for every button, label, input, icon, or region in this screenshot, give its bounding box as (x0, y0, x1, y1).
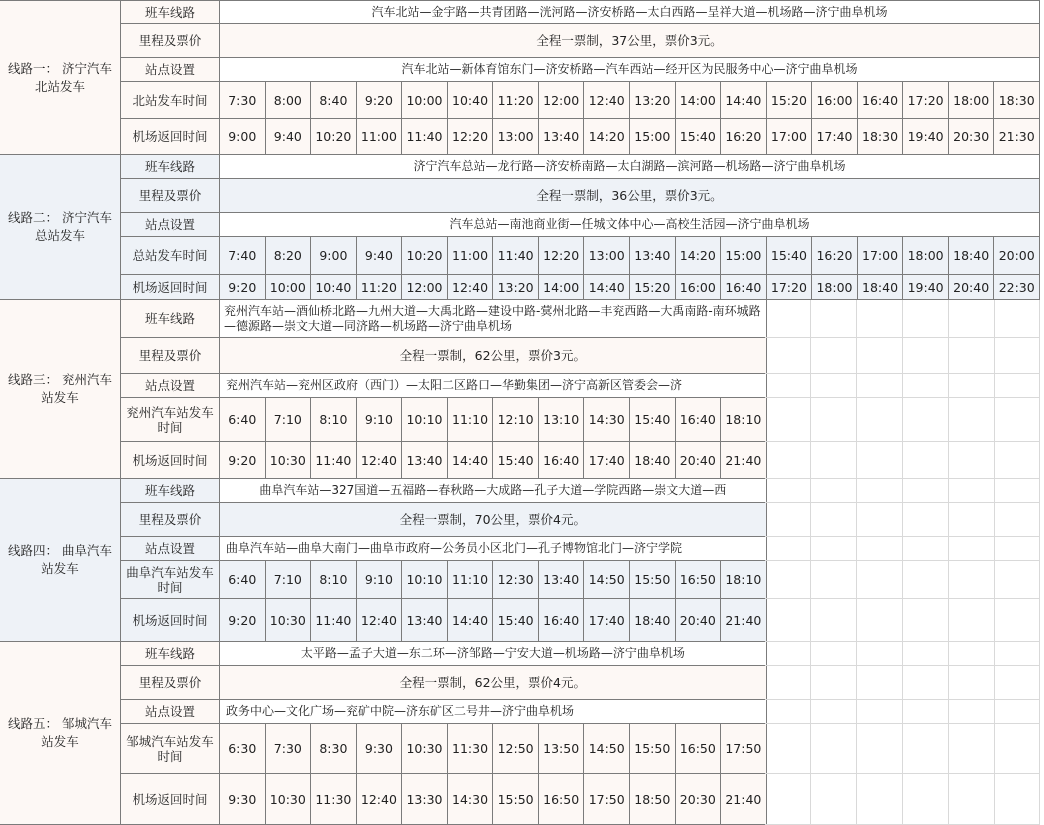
return-time: 14:40 (448, 599, 494, 642)
row-label: 班车线路 (121, 479, 220, 503)
empty-grid-cell (995, 503, 1040, 537)
empty-grid-cell (903, 300, 949, 338)
departure-time: 13:10 (539, 398, 585, 442)
route-name: 线路一： 济宁汽车北站发车 (0, 0, 121, 155)
empty-grid-cell (765, 561, 811, 599)
empty-grid-cell (903, 374, 949, 398)
empty-grid-cell (995, 479, 1040, 503)
empty-grid-cell (811, 300, 857, 338)
departure-time: 14:40 (721, 82, 767, 119)
empty-grid-cell (949, 503, 995, 537)
empty-grid-cell (995, 300, 1040, 338)
departure-time: 8:40 (311, 82, 357, 119)
departure-time: 6:30 (220, 724, 266, 774)
stop-list: 汽车北站—新体育馆东门—济安桥路—汽车西站—经开区为民服务中心—济宁曲阜机场 (220, 58, 1040, 82)
return-time: 17:40 (584, 599, 630, 642)
empty-grid-cell (765, 724, 811, 774)
departure-time: 10:40 (448, 82, 494, 119)
return-time: 12:40 (357, 774, 403, 825)
return-time: 10:30 (266, 599, 312, 642)
departure-time: 16:50 (676, 561, 722, 599)
return-time: 19:40 (903, 275, 949, 300)
return-time: 17:40 (584, 442, 630, 479)
return-time: 12:40 (357, 442, 403, 479)
route-path: 曲阜汽车站—327国道—五福路—春秋路—大成路—孔子大道—学院西路—崇文大道—西 (220, 479, 767, 503)
departure-time: 11:10 (448, 398, 494, 442)
empty-grid-cell (995, 700, 1040, 724)
empty-grid-cell (949, 642, 995, 666)
empty-grid-cell (811, 724, 857, 774)
empty-grid-cell (949, 442, 995, 479)
empty-grid-cell (857, 374, 903, 398)
empty-grid-cell (857, 479, 903, 503)
departure-time: 16:40 (858, 82, 904, 119)
departure-time: 14:30 (584, 398, 630, 442)
row-label: 邹城汽车站发车时间 (121, 724, 220, 774)
departure-time: 14:20 (676, 237, 722, 275)
empty-grid-cell (811, 338, 857, 374)
empty-grid-cell (857, 300, 903, 338)
departure-time: 8:00 (266, 82, 312, 119)
empty-grid-cell (857, 666, 903, 700)
return-time: 10:00 (266, 275, 312, 300)
return-time: 20:40 (949, 275, 995, 300)
departure-time: 15:50 (630, 561, 676, 599)
return-time: 10:20 (311, 119, 357, 155)
row-label: 站点设置 (121, 700, 220, 724)
row-label: 里程及票价 (121, 503, 220, 537)
empty-grid-cell (765, 666, 811, 700)
return-time: 15:20 (630, 275, 676, 300)
departure-time: 8:30 (311, 724, 357, 774)
empty-grid-cell (949, 537, 995, 561)
empty-grid-cell (995, 442, 1040, 479)
return-time: 14:30 (448, 774, 494, 825)
empty-grid-cell (765, 503, 811, 537)
departure-time: 16:50 (676, 724, 722, 774)
empty-grid-cell (995, 666, 1040, 700)
route-path: 兖州汽车站—酒仙桥北路—九州大道—大禹北路—建设中路-蓂州北路—丰兖西路—大禹南路-南环城路—德源路—崇文大道—同济路—机场路—济宁曲阜机场 (220, 300, 767, 338)
empty-grid-cell (811, 642, 857, 666)
row-label: 里程及票价 (121, 666, 220, 700)
stop-list: 曲阜汽车站—曲阜大南门—曲阜市政府—公务员小区北门—孔子博物馆北门—济宁学院 (220, 537, 767, 561)
empty-grid-cell (811, 666, 857, 700)
return-time: 15:40 (493, 599, 539, 642)
return-time: 12:40 (448, 275, 494, 300)
row-label: 兖州汽车站发车时间 (121, 398, 220, 442)
departure-time: 10:10 (402, 398, 448, 442)
return-time: 14:40 (448, 442, 494, 479)
empty-grid-cell (903, 479, 949, 503)
empty-grid-cell (995, 724, 1040, 774)
departure-time: 13:20 (630, 82, 676, 119)
return-time: 17:50 (584, 774, 630, 825)
return-time: 11:40 (311, 599, 357, 642)
return-time: 20:30 (676, 774, 722, 825)
empty-grid-cell (765, 642, 811, 666)
departure-time: 16:00 (812, 82, 858, 119)
departure-time: 18:00 (903, 237, 949, 275)
empty-grid-cell (903, 642, 949, 666)
departure-time: 9:30 (357, 724, 403, 774)
departure-time: 9:40 (357, 237, 403, 275)
row-label: 班车线路 (121, 300, 220, 338)
return-time: 13:40 (402, 442, 448, 479)
empty-grid-cell (903, 599, 949, 642)
sheet-bottom-strip (0, 805, 1040, 825)
departure-time: 8:10 (311, 398, 357, 442)
departure-time: 7:30 (220, 82, 266, 119)
empty-grid-cell (995, 338, 1040, 374)
return-time: 9:30 (220, 774, 266, 825)
return-time: 16:20 (721, 119, 767, 155)
return-time: 9:20 (220, 275, 266, 300)
departure-time: 16:40 (676, 398, 722, 442)
departure-time: 18:10 (721, 561, 767, 599)
return-time: 19:40 (903, 119, 949, 155)
departure-time: 16:20 (812, 237, 858, 275)
departure-time: 15:00 (721, 237, 767, 275)
row-label: 机场返回时间 (121, 275, 220, 300)
row-label: 里程及票价 (121, 179, 220, 213)
return-time: 15:50 (493, 774, 539, 825)
departure-time: 8:10 (311, 561, 357, 599)
return-time: 13:40 (402, 599, 448, 642)
row-label: 站点设置 (121, 537, 220, 561)
empty-grid-cell (903, 537, 949, 561)
stop-list: 政务中心—文化广场—兖矿中院—济东矿区二号井—济宁曲阜机场 (220, 700, 767, 724)
route-name: 线路二： 济宁汽车总站发车 (0, 155, 121, 300)
row-label: 里程及票价 (121, 338, 220, 374)
route-path: 汽车北站—金宇路—共青团路—洸河路—济安桥路—太白西路—呈祥大道—机场路—济宁曲阜机场 (220, 0, 1040, 24)
return-time: 11:40 (402, 119, 448, 155)
empty-grid-cell (765, 442, 811, 479)
empty-grid-cell (995, 642, 1040, 666)
return-time: 12:20 (448, 119, 494, 155)
return-time: 17:20 (767, 275, 813, 300)
return-time: 15:00 (630, 119, 676, 155)
return-time: 10:30 (266, 774, 312, 825)
empty-grid-cell (811, 374, 857, 398)
departure-time: 18:30 (994, 82, 1040, 119)
return-time: 14:40 (584, 275, 630, 300)
return-time: 20:40 (676, 442, 722, 479)
empty-grid-cell (857, 561, 903, 599)
return-time: 20:40 (676, 599, 722, 642)
empty-grid-cell (903, 561, 949, 599)
departure-time: 12:10 (493, 398, 539, 442)
departure-time: 14:00 (676, 82, 722, 119)
departure-time: 17:50 (721, 724, 767, 774)
departure-time: 7:10 (266, 561, 312, 599)
return-time: 10:30 (266, 442, 312, 479)
empty-grid-cell (949, 561, 995, 599)
empty-grid-cell (949, 700, 995, 724)
empty-grid-cell (857, 537, 903, 561)
empty-grid-cell (995, 374, 1040, 398)
empty-grid-cell (903, 700, 949, 724)
departure-time: 20:00 (994, 237, 1040, 275)
return-time: 17:00 (767, 119, 813, 155)
return-time: 18:40 (630, 599, 676, 642)
empty-grid-cell (857, 599, 903, 642)
return-time: 13:40 (539, 119, 585, 155)
route-name: 线路五： 邹城汽车站发车 (0, 642, 121, 825)
departure-time: 6:40 (220, 398, 266, 442)
return-time: 12:00 (402, 275, 448, 300)
return-time: 17:40 (812, 119, 858, 155)
fare-info: 全程一票制，62公里，票价3元。 (220, 338, 767, 374)
return-time: 13:30 (402, 774, 448, 825)
departure-time: 9:00 (311, 237, 357, 275)
row-label: 机场返回时间 (121, 599, 220, 642)
stop-list: 汽车总站—南池商业街—任城文体中心—高校生活园—济宁曲阜机场 (220, 213, 1040, 237)
empty-grid-cell (995, 561, 1040, 599)
return-time: 21:30 (994, 119, 1040, 155)
departure-time: 6:40 (220, 561, 266, 599)
empty-grid-cell (765, 338, 811, 374)
departure-time: 12:40 (584, 82, 630, 119)
return-time: 16:00 (676, 275, 722, 300)
empty-grid-cell (811, 537, 857, 561)
empty-grid-cell (857, 503, 903, 537)
empty-grid-cell (765, 300, 811, 338)
empty-grid-cell (949, 300, 995, 338)
return-time: 11:20 (357, 275, 403, 300)
departure-time: 10:00 (402, 82, 448, 119)
return-time: 9:20 (220, 599, 266, 642)
empty-grid-cell (903, 338, 949, 374)
row-label: 站点设置 (121, 213, 220, 237)
empty-grid-cell (949, 599, 995, 642)
return-time: 16:40 (539, 599, 585, 642)
departure-time: 13:00 (584, 237, 630, 275)
return-time: 18:40 (630, 442, 676, 479)
departure-time: 9:20 (357, 82, 403, 119)
departure-time: 17:20 (903, 82, 949, 119)
return-time: 15:40 (676, 119, 722, 155)
return-time: 16:50 (539, 774, 585, 825)
departure-time: 11:10 (448, 561, 494, 599)
fare-info: 全程一票制，62公里，票价4元。 (220, 666, 767, 700)
empty-grid-cell (903, 398, 949, 442)
return-time: 18:40 (858, 275, 904, 300)
empty-grid-cell (765, 479, 811, 503)
row-label: 机场返回时间 (121, 119, 220, 155)
empty-grid-cell (903, 503, 949, 537)
return-time: 9:20 (220, 442, 266, 479)
empty-grid-cell (811, 442, 857, 479)
route-name: 线路四： 曲阜汽车站发车 (0, 479, 121, 642)
departure-time: 13:40 (539, 561, 585, 599)
return-time: 12:40 (357, 599, 403, 642)
row-label: 班车线路 (121, 0, 220, 24)
departure-time: 7:30 (266, 724, 312, 774)
row-label: 站点设置 (121, 374, 220, 398)
empty-grid-cell (995, 599, 1040, 642)
departure-time: 11:20 (493, 82, 539, 119)
route-name: 线路三： 兖州汽车站发车 (0, 300, 121, 479)
return-time: 16:40 (539, 442, 585, 479)
departure-time: 15:20 (767, 82, 813, 119)
empty-grid-cell (949, 374, 995, 398)
empty-grid-cell (765, 700, 811, 724)
fare-info: 全程一票制，36公里，票价3元。 (220, 179, 1040, 213)
departure-time: 15:40 (767, 237, 813, 275)
empty-grid-cell (949, 398, 995, 442)
return-time: 18:00 (812, 275, 858, 300)
row-label: 曲阜汽车站发车时间 (121, 561, 220, 599)
departure-time: 13:50 (539, 724, 585, 774)
departure-time: 12:30 (493, 561, 539, 599)
return-time: 13:00 (493, 119, 539, 155)
empty-grid-cell (857, 442, 903, 479)
empty-grid-cell (949, 724, 995, 774)
departure-time: 11:30 (448, 724, 494, 774)
departure-time: 13:40 (630, 237, 676, 275)
departure-time: 9:10 (357, 398, 403, 442)
empty-grid-cell (811, 599, 857, 642)
departure-time: 11:40 (493, 237, 539, 275)
departure-time: 15:40 (630, 398, 676, 442)
empty-grid-cell (765, 374, 811, 398)
empty-grid-cell (995, 537, 1040, 561)
empty-grid-cell (811, 479, 857, 503)
empty-grid-cell (811, 398, 857, 442)
return-time: 13:20 (493, 275, 539, 300)
empty-grid-cell (903, 666, 949, 700)
departure-time: 8:20 (266, 237, 312, 275)
empty-grid-cell (949, 338, 995, 374)
row-label: 北站发车时间 (121, 82, 220, 119)
return-time: 11:30 (311, 774, 357, 825)
departure-time: 9:10 (357, 561, 403, 599)
departure-time: 18:10 (721, 398, 767, 442)
empty-grid-cell (949, 479, 995, 503)
departure-time: 7:40 (220, 237, 266, 275)
fare-info: 全程一票制，70公里，票价4元。 (220, 503, 767, 537)
row-label: 班车线路 (121, 642, 220, 666)
empty-grid-cell (995, 398, 1040, 442)
departure-time: 14:50 (584, 724, 630, 774)
empty-grid-cell (903, 724, 949, 774)
departure-time: 12:50 (493, 724, 539, 774)
empty-grid-cell (811, 700, 857, 724)
departure-time: 12:20 (539, 237, 585, 275)
return-time: 21:40 (721, 774, 767, 825)
return-time: 21:40 (721, 442, 767, 479)
return-time: 18:50 (630, 774, 676, 825)
row-label: 总站发车时间 (121, 237, 220, 275)
fare-info: 全程一票制，37公里，票价3元。 (220, 24, 1040, 58)
departure-time: 15:50 (630, 724, 676, 774)
empty-grid-cell (811, 561, 857, 599)
return-time: 21:40 (721, 599, 767, 642)
return-time: 11:40 (311, 442, 357, 479)
departure-time: 10:20 (402, 237, 448, 275)
empty-grid-cell (765, 398, 811, 442)
stop-list: 兖州汽车站—兖州区政府（西门）—太阳二区路口—华勤集团—济宁高新区管委会—济 (220, 374, 767, 398)
row-label: 机场返回时间 (121, 774, 220, 825)
row-label: 班车线路 (121, 155, 220, 179)
empty-grid-cell (857, 700, 903, 724)
departure-time: 18:40 (949, 237, 995, 275)
empty-grid-cell (811, 503, 857, 537)
departure-time: 12:00 (539, 82, 585, 119)
empty-grid-cell (903, 442, 949, 479)
empty-grid-cell (765, 599, 811, 642)
route-path: 济宁汽车总站—龙行路—济安桥南路—太白湖路—滨河路—机场路—济宁曲阜机场 (220, 155, 1040, 179)
row-label: 机场返回时间 (121, 442, 220, 479)
return-time: 15:40 (493, 442, 539, 479)
departure-time: 10:10 (402, 561, 448, 599)
empty-grid-cell (857, 398, 903, 442)
departure-time: 14:50 (584, 561, 630, 599)
return-time: 11:00 (357, 119, 403, 155)
departure-time: 18:00 (949, 82, 995, 119)
return-time: 22:30 (994, 275, 1040, 300)
return-time: 18:30 (858, 119, 904, 155)
empty-grid-cell (949, 666, 995, 700)
departure-time: 10:30 (402, 724, 448, 774)
row-label: 里程及票价 (121, 24, 220, 58)
return-time: 14:20 (584, 119, 630, 155)
empty-grid-cell (765, 537, 811, 561)
return-time: 16:40 (721, 275, 767, 300)
departure-time: 11:00 (448, 237, 494, 275)
return-time: 9:40 (266, 119, 312, 155)
empty-grid-cell (857, 724, 903, 774)
empty-grid-cell (857, 642, 903, 666)
return-time: 9:00 (220, 119, 266, 155)
row-label: 站点设置 (121, 58, 220, 82)
return-time: 10:40 (311, 275, 357, 300)
return-time: 20:30 (949, 119, 995, 155)
route-path: 太平路—孟子大道—东二环—济邹路—宁安大道—机场路—济宁曲阜机场 (220, 642, 767, 666)
empty-grid-cell (857, 338, 903, 374)
departure-time: 17:00 (858, 237, 904, 275)
return-time: 14:00 (539, 275, 585, 300)
departure-time: 7:10 (266, 398, 312, 442)
